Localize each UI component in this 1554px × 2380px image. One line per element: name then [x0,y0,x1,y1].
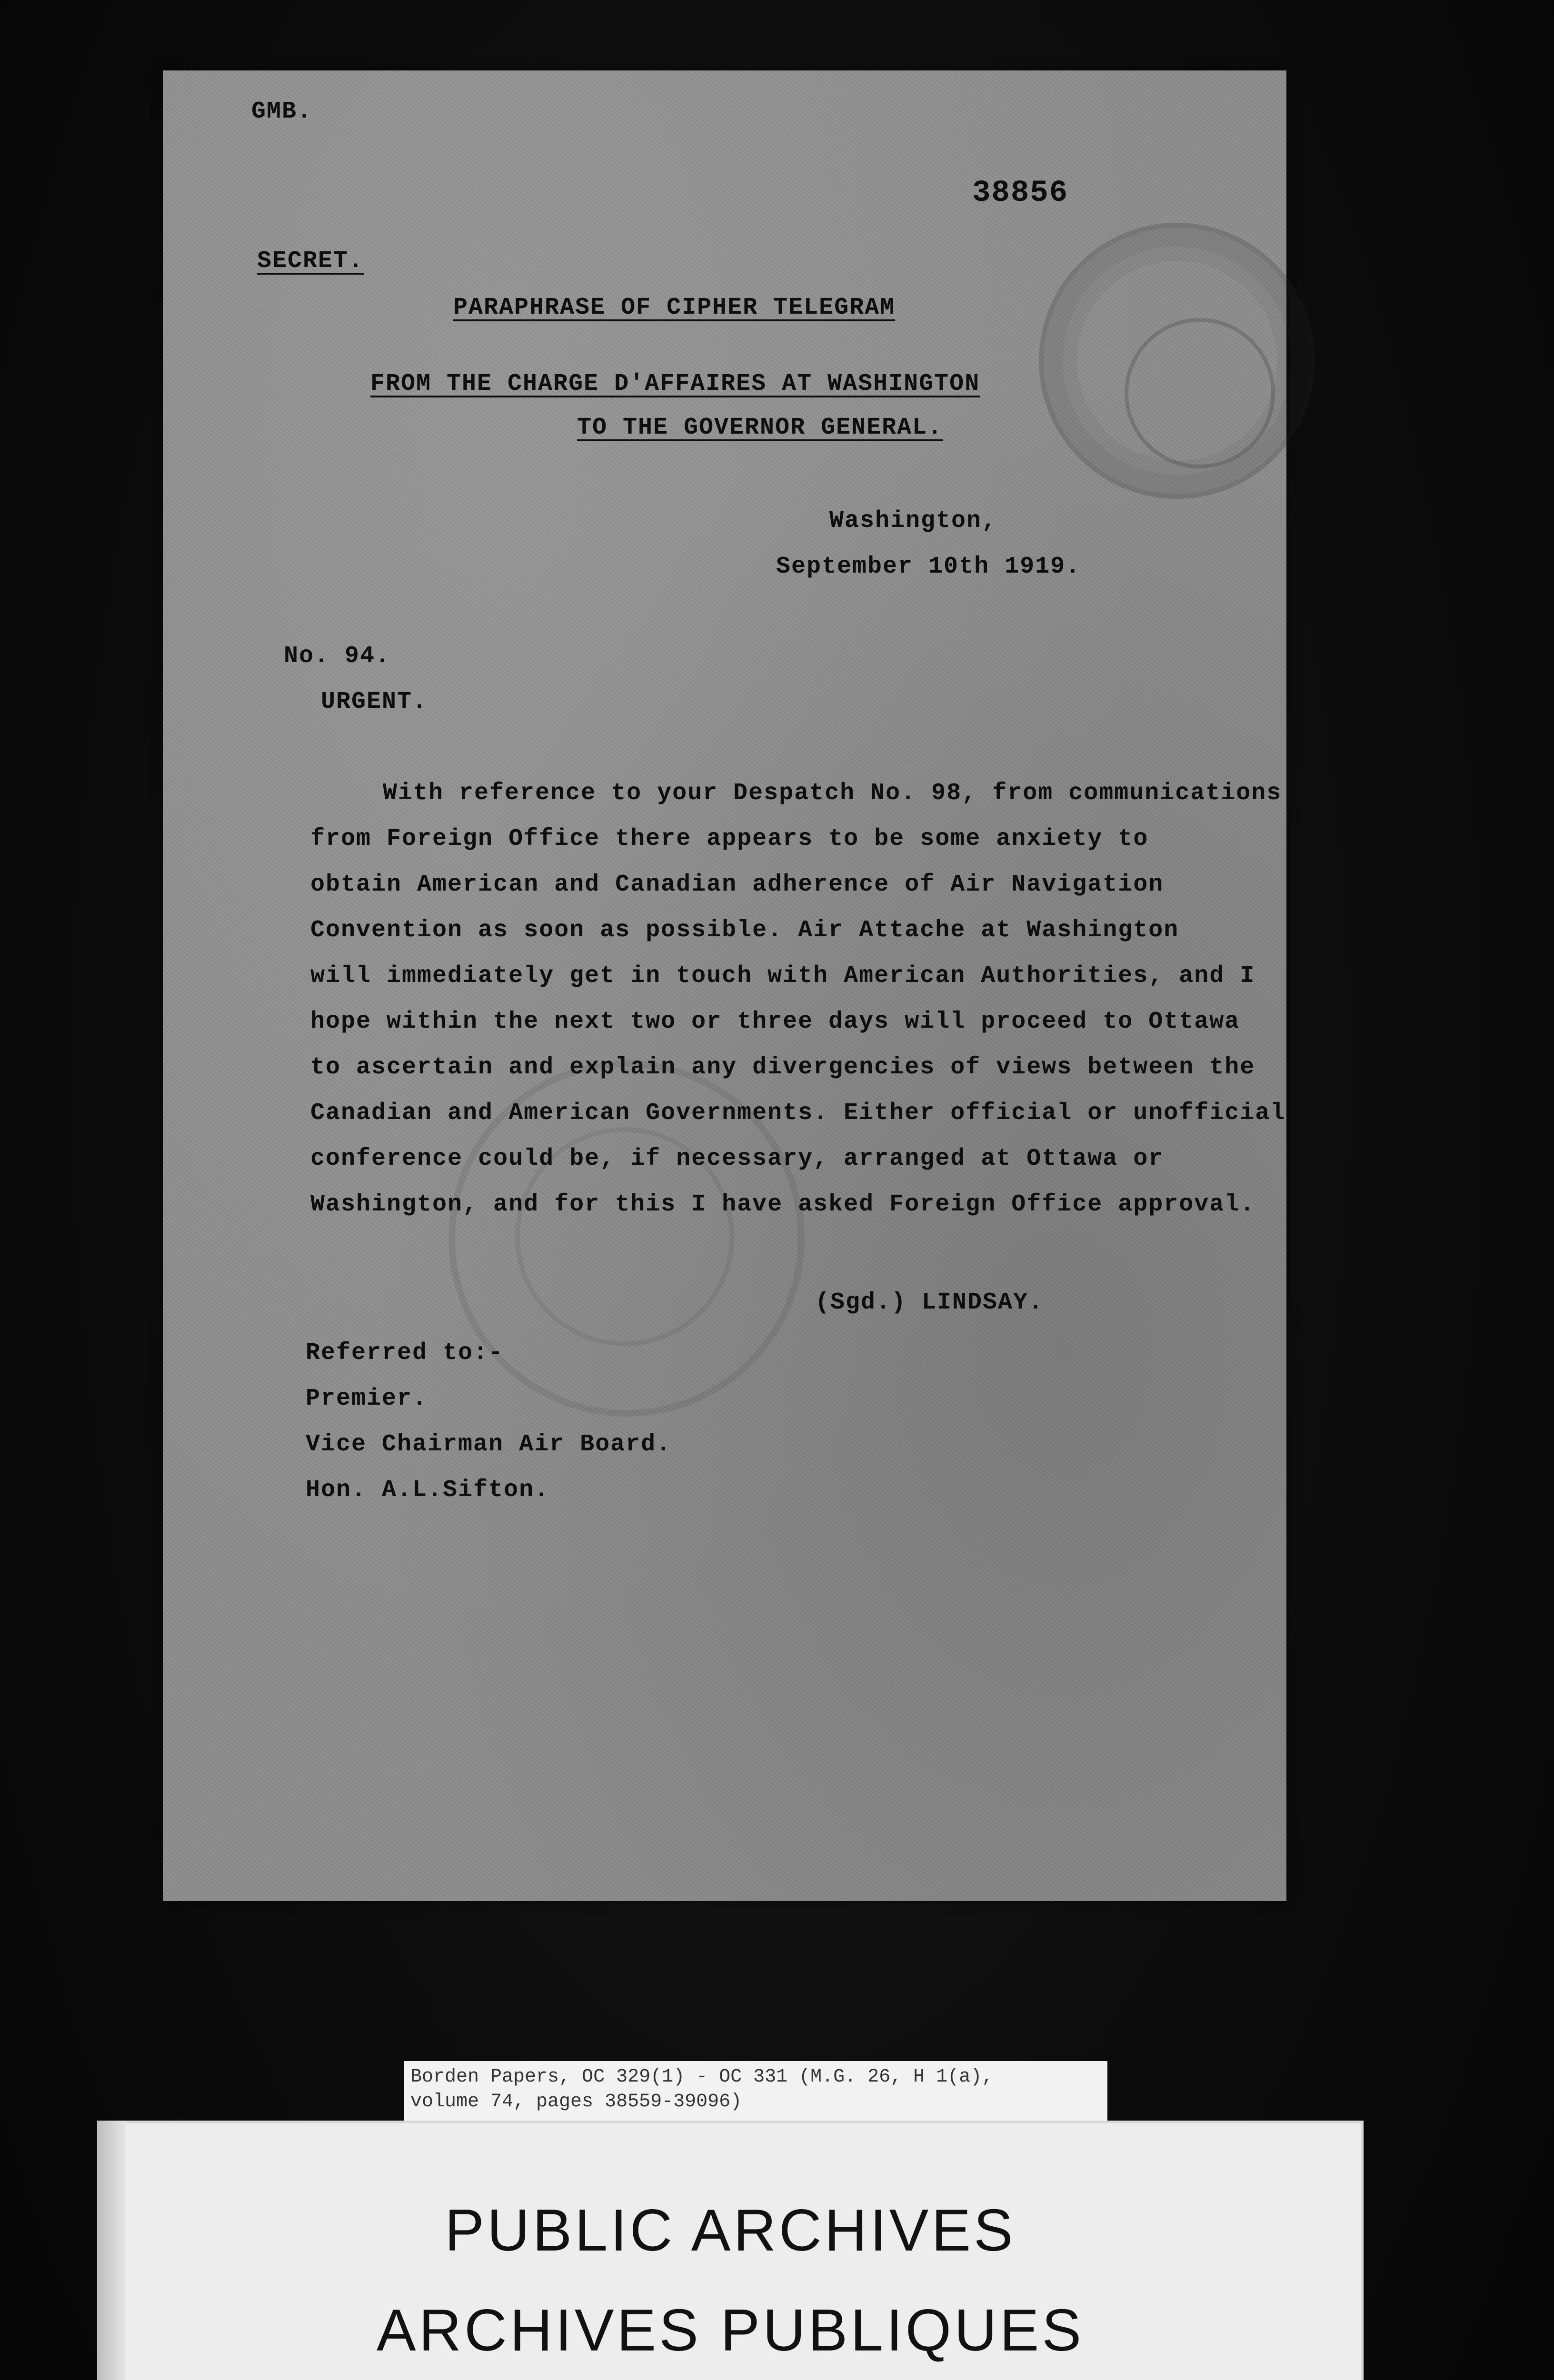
archives-card [97,2121,1364,2380]
referred-to-heading: Referred to:- [306,1339,504,1367]
body-line: to ascertain and explain any divergencies of views between the [310,1054,1255,1081]
archives-title-english: PUBLIC ARCHIVES [445,2198,1016,2263]
card-edge [97,2121,126,2380]
document-title: PARAPHRASE OF CIPHER TELEGRAM [453,294,896,321]
archives-title-french: ARCHIVES PUBLIQUES [376,2298,1085,2363]
priority: URGENT. [321,688,428,715]
citation-slip [404,2061,1107,2123]
body-line: hope within the next two or three days will proceed to Ottawa [310,1008,1240,1035]
date: September 10th 1919. [776,553,1081,580]
place: Washington, [829,507,997,535]
body-line: Canadian and American Governments. Either official or unofficial [310,1100,1286,1127]
body-line: from Foreign Office there appears to be some anxiety to [310,825,1149,853]
body-line: conference could be, if necessary, arranged at Ottawa or [310,1145,1164,1172]
telegram-number: No. 94. [284,643,391,670]
body-line: With reference to your Despatch No. 98, from communications [383,780,1282,807]
body-line: Convention as soon as possible. Air Attache at Washington [310,917,1179,944]
initials: GMB. [251,98,313,125]
recipient-line: TO THE GOVERNOR GENERAL. [577,414,943,441]
referral-item: Premier. [306,1385,428,1412]
body-line: obtain American and Canadian adherence of Air Navigation [310,871,1164,898]
citation-line: Borden Papers, OC 329(1) - OC 331 (M.G. 26, H 1(a), [410,2066,994,2088]
document-number: 38856 [972,176,1069,210]
telegram-page [163,70,1286,1901]
citation-line: volume 74, pages 38559-39096) [410,2091,742,2112]
classification: SECRET. [257,248,364,275]
signature: (Sgd.) LINDSAY. [815,1289,1044,1316]
body-line: Washington, and for this I have asked Foreign Office approval. [310,1191,1255,1218]
sender-line: FROM THE CHARGE D'AFFAIRES AT WASHINGTON [370,370,980,397]
ink-stamp-seal-inner [1125,318,1275,468]
body-line: will immediately get in touch with American Authorities, and I [310,962,1255,990]
referral-item: Hon. A.L.Sifton. [306,1477,550,1504]
referral-item: Vice Chairman Air Board. [306,1431,672,1458]
